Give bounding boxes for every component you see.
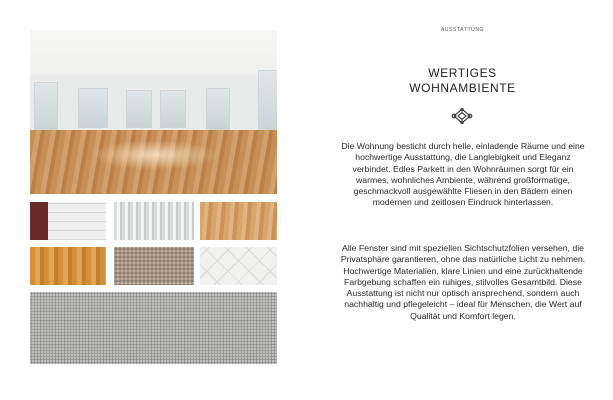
swatch-light-parquet bbox=[200, 202, 277, 240]
floor-reflection bbox=[90, 140, 220, 170]
page-title bbox=[330, 66, 595, 96]
knot-ornament-icon bbox=[451, 108, 473, 124]
swatch-window-blinds bbox=[114, 202, 194, 240]
window-left bbox=[34, 82, 58, 134]
window bbox=[160, 90, 186, 128]
swatch-white-floor-tiles bbox=[200, 247, 277, 285]
swatch-grey-stone-floor bbox=[30, 292, 277, 364]
section-kicker: AUSSTATTUNG bbox=[440, 27, 485, 33]
window-right bbox=[258, 70, 277, 136]
hero-room-photo bbox=[30, 30, 277, 194]
window bbox=[206, 88, 230, 130]
paragraph-furnishings: Die Wohnung besticht durch helle, einladende Räume und eine hochwertige Ausstattung, die Langlebigkeit und Eleganz verbindet. Edles Parkett in den Wohnräumen sorgt für ein warmes, wohnliches Ambiente, während großformatige, geschmackvoll ausgewählte Fliesen in den Bädern einen modernen und zeitlosen Eindruck hinterlassen. bbox=[341, 141, 585, 208]
title-line-2: WOHNAMBIENTE bbox=[409, 81, 516, 95]
window bbox=[78, 88, 108, 128]
window bbox=[126, 90, 152, 128]
back-wall bbox=[30, 75, 277, 135]
swatch-oak-parquet bbox=[30, 247, 106, 285]
swatch-wall-tiles bbox=[30, 202, 106, 240]
paragraph-windows-materials: Alle Fenster sind mit speziellen Sichtschutzfolien versehen, die Privatsphäre garantieren, ohne das natürliche Licht zu nehmen. Hochwertige Materialien, klare Linien und eine zurückhaltende Farbgebung schaffen ein ruhiges, stilvolles Gesamtbild. Diese Ausstattung ist nicht nur optisch ansprechend, sondern auch nachhaltig und pflegeleicht – ideal für Menschen, die Wert auf Qualität und Komfort legen. bbox=[340, 243, 586, 321]
title-line-1: WERTIGES bbox=[428, 66, 497, 80]
swatch-granite bbox=[114, 247, 194, 285]
